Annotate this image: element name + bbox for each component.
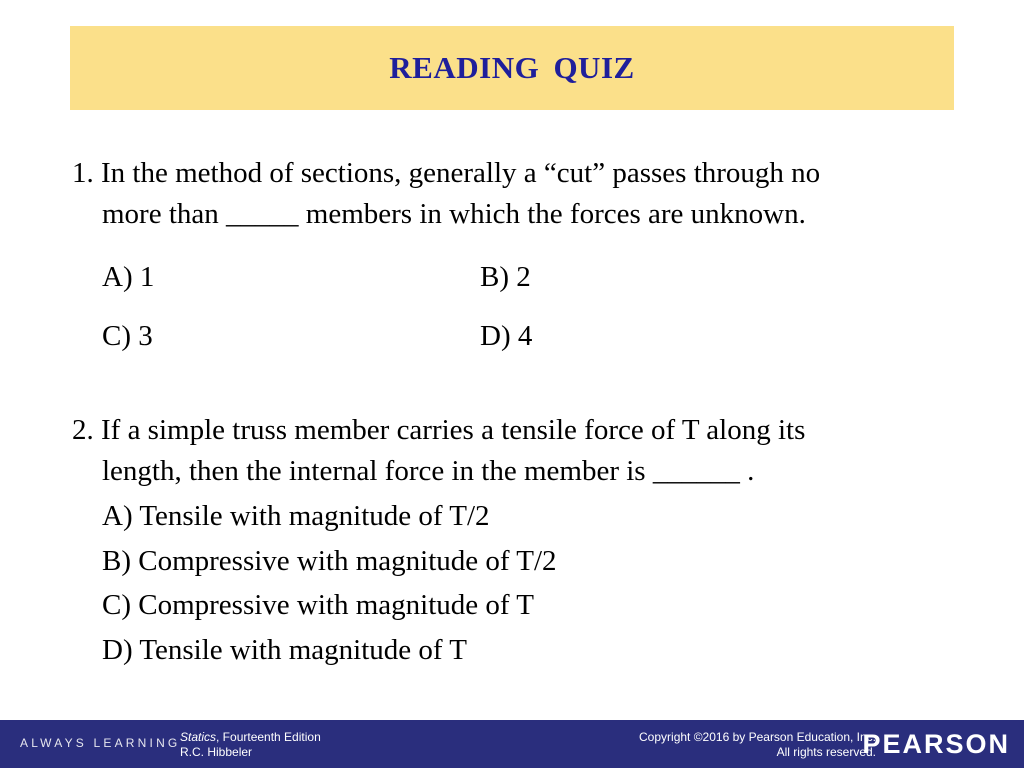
copyright-line-2: All rights reserved. [776,745,876,759]
question-2-line-2: length, then the internal force in the member is ______ . [102,455,755,487]
question-1-option-d: D) 4 [480,320,533,352]
book-author: R.C. Hibbeler [180,745,253,759]
copyright-line-1: Copyright ©2016 by Pearson Education, Inc. [639,730,876,744]
pearson-logo: PEARSON [862,729,1010,759]
question-2-option-b: B) Compressive with magnitude of T/2 [102,545,557,577]
slide-title: READING QUIZ [389,50,635,85]
question-2-option-c: C) Compressive with magnitude of T [102,589,534,621]
question-2-option-d: D) Tensile with magnitude of T [102,634,467,666]
question-1-line-1: 1. In the method of sections, generally a “cut” passes through no [72,157,821,189]
footer-bar [0,720,1024,768]
title-banner [70,26,954,110]
always-learning-tagline: ALWAYS LEARNING [20,736,181,750]
question-1-option-b: B) 2 [480,261,531,293]
book-title-line [180,730,321,745]
question-1-option-a: A) 1 [102,261,155,293]
book-credit [180,730,321,760]
question-1-option-c: C) 3 [102,320,153,352]
question-1-line-2: more than _____ members in which the forces are unknown. [102,198,806,230]
question-2-option-a: A) Tensile with magnitude of T/2 [102,500,490,532]
copyright-notice [639,730,876,760]
book-title: Statics [180,730,217,744]
book-edition: , Fourteenth Edition [216,730,321,744]
question-2-line-1: 2. If a simple truss member carries a tensile force of T along its [72,414,806,446]
